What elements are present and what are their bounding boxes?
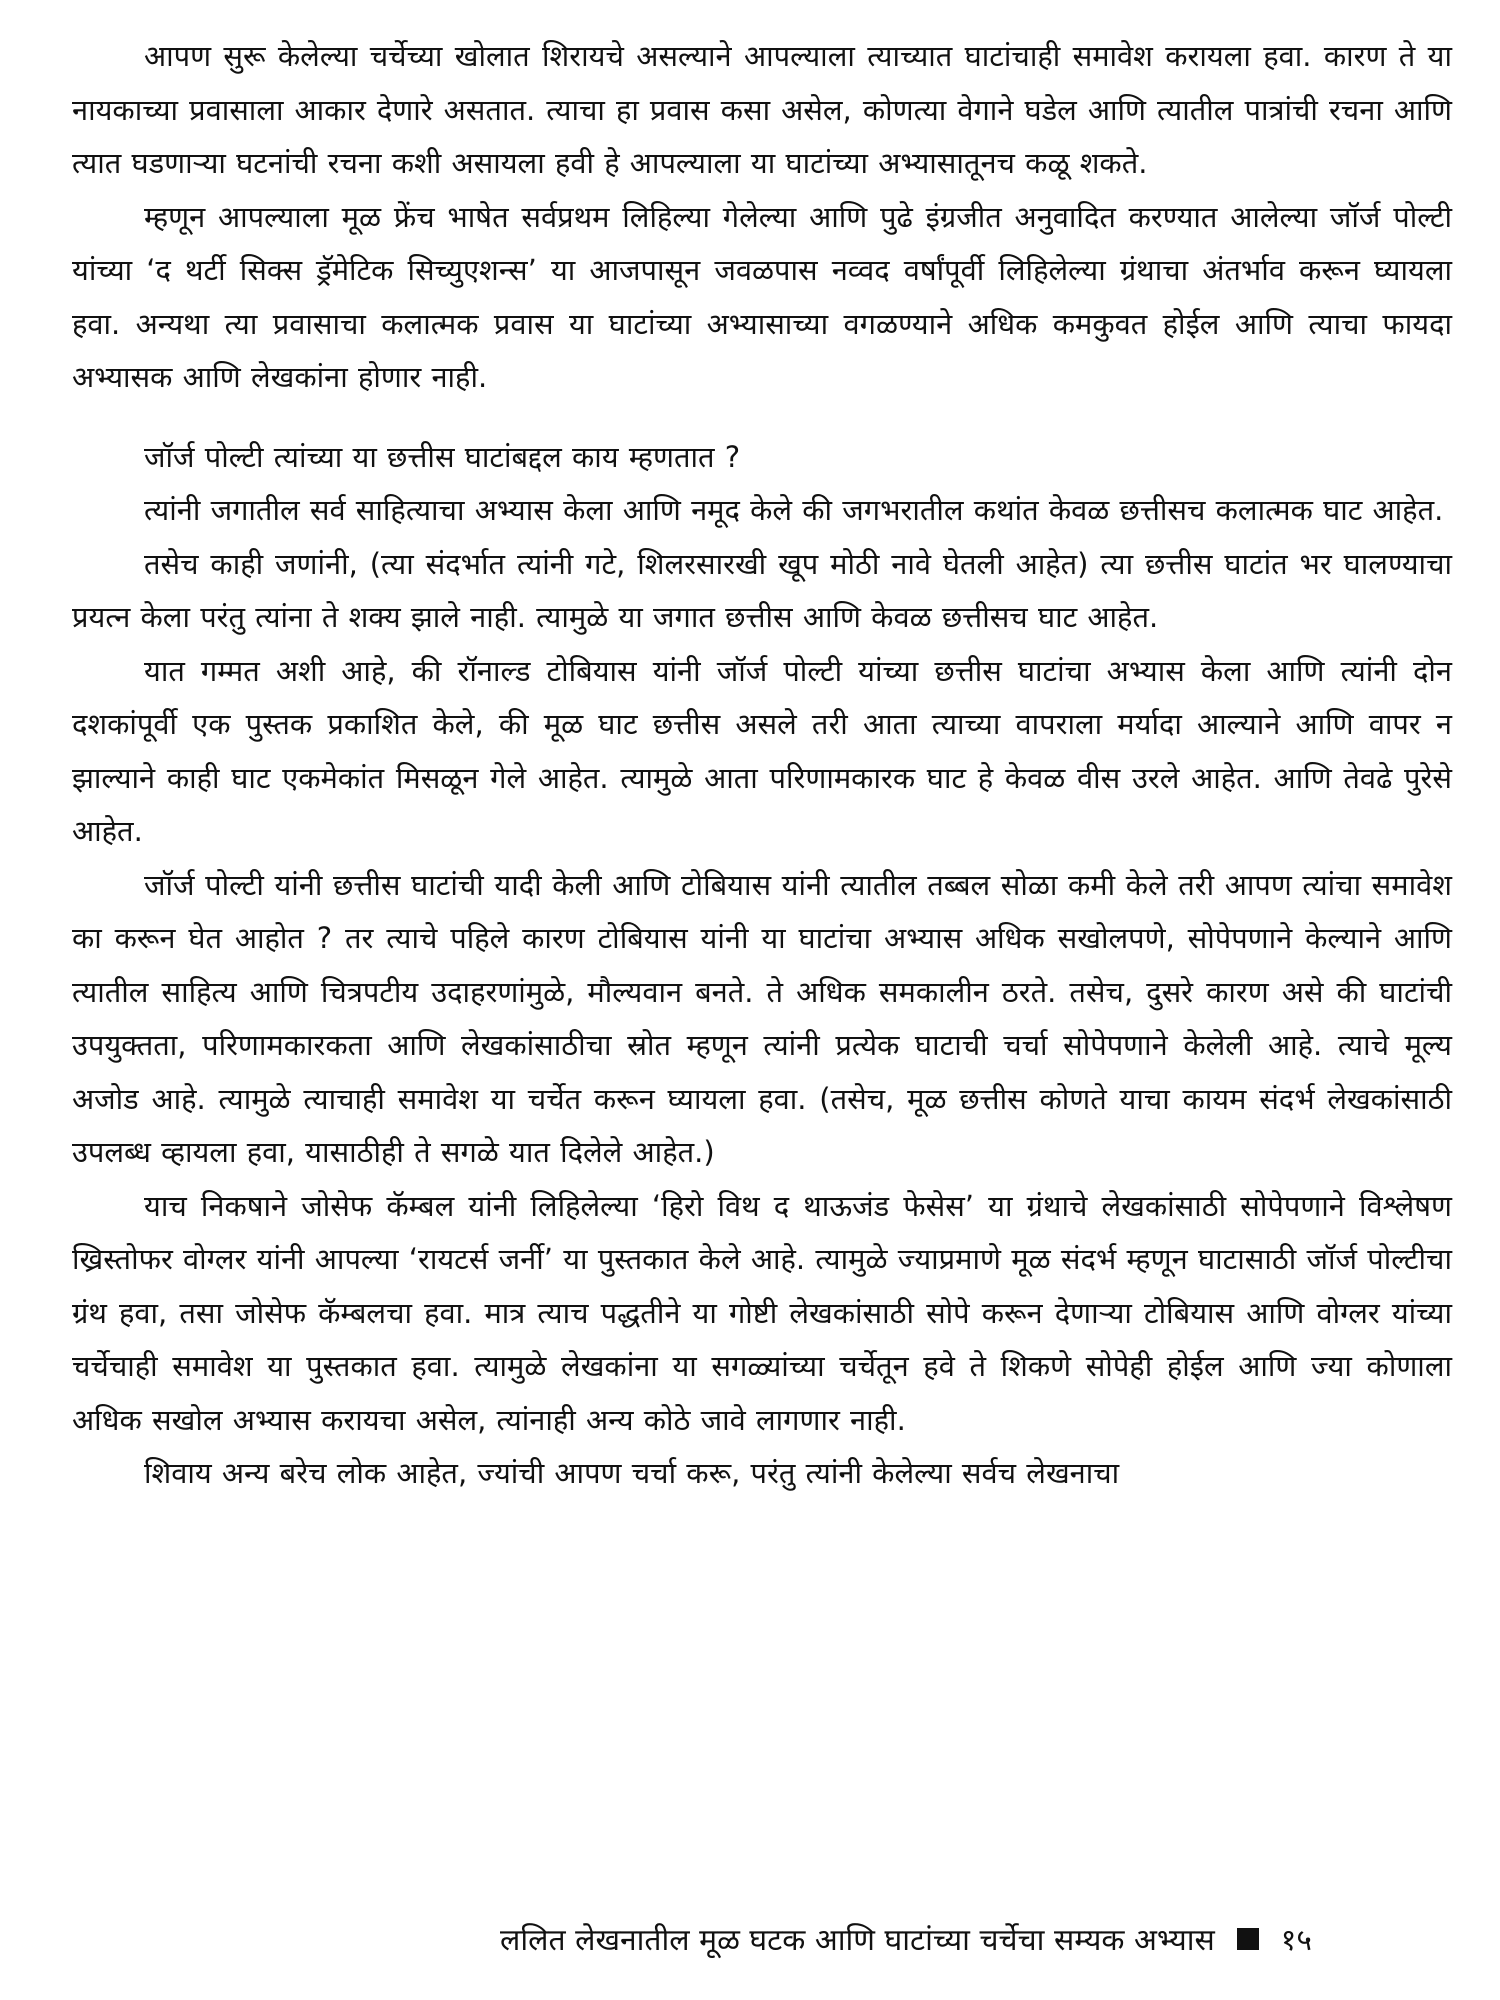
paragraph-8: याच निकषाने जोसेफ कॅम्बल यांनी लिहिलेल्या ‘हिरो विथ द थाऊजंड फेसेस’ या ग्रंथाचे लेखकांसाठी सोपेपणाने विश्लेषण ख्रिस्तोफर वोग्लर यांनी आपल्या ‘रायटर्स जर्नी’ या पुस्तकात केले आहे. त्यामुळे ज्याप्रमाणे मूळ संदर्भ म्हणून घाटासाठी जॉर्ज पोल्टीचा ग्रंथ हवा, तसा जोसेफ कॅम्बलचा हवा. मात्र त्याच पद्धतीने या गोष्टी लेखकांसाठी सोपे करून देणाऱ्या टोबियास आणि वोग्लर यांच्या चर्चेचाही समावेश या पुस्तकात हवा. त्यामुळे लेखकांना या सगळ्यांच्या चर्चेतून हवे ते शिकणे सोपेही होईल आणि ज्या कोणाला अधिक सखोल अभ्यास करायचा असेल, त्यांनाही अन्य कोठे जावे लागणार नाही.	[72, 1188, 1452, 1437]
paragraph-2: म्हणून आपल्याला मूळ फ्रेंच भाषेत सर्वप्रथम लिहिल्या गेलेल्या आणि पुढे इंग्रजीत अनुवादित करण्यात आलेल्या जॉर्ज पोल्टी यांच्या ‘द थर्टी सिक्स ड्रॅमेटिक सिच्युएशन्स’ या आजपासून जवळपास नव्वद वर्षांपूर्वी लिहिलेल्या ग्रंथाचा अंतर्भाव करून घ्यायला हवा. अन्यथा त्या प्रवासाचा कलात्मक प्रवास या घाटांच्या अभ्यासाच्या वगळण्याने अधिक कमकुवत होईल आणि त्याचा फायदा अभ्यासक आणि लेखकांना होणार नाही.	[72, 199, 1452, 394]
paragraph-3: जॉर्ज पोल्टी त्यांच्या या छत्तीस घाटांबद्दल काय म्हणतात ?	[144, 439, 741, 474]
paragraph-9: शिवाय अन्य बरेच लोक आहेत, ज्यांची आपण चर्चा करू, परंतु त्यांनी केलेल्या सर्वच लेखनाचा	[144, 1456, 1120, 1490]
running-title: ललित लेखनातील मूळ घटक आणि घाटांच्या चर्चेचा सम्यक अभ्यास	[500, 1923, 1215, 1958]
footer-line	[500, 1918, 1312, 1959]
paragraph-1: आपण सुरू केलेल्या चर्चेच्या खोलात शिरायचे असल्याने आपल्याला त्याच्यात घाटांचाही समावेश करायला हवा. कारण ते या नायकाच्या प्रवासाला आकार देणारे असतात. त्याचा हा प्रवास कसा असेल, कोणत्या वेगाने घडेल आणि त्यातील पात्रांची रचना आणि त्यात घडणाऱ्या घटनांची रचना कशी असायला हवी हे आपल्याला या घाटांच्या अभ्यासातूनच कळू शकते.	[72, 39, 1452, 180]
page-footer	[0, 1918, 1500, 1968]
paragraph-6: यात गम्मत अशी आहे, की रॉनाल्ड टोबियास यांनी जॉर्ज पोल्टी यांच्या छत्तीस घाटांचा अभ्यास केला आणि त्यांनी दोन दशकांपूर्वी एक पुस्तक प्रकाशित केले, की मूळ घाट छत्तीस असले तरी आता त्याच्या वापराला मर्यादा आल्याने आणि वापर न झाल्याने काही घाट एकमेकांत मिसळून गेले आहेत. त्यामुळे आता परिणामकारक घाट हे केवळ वीस उरले आहेत. आणि तेवढे पुरेसे आहेत.	[72, 653, 1452, 848]
square-bullet-icon	[1237, 1928, 1259, 1950]
paragraph-4: त्यांनी जगातील सर्व साहित्याचा अभ्यास केला आणि नमूद केले की जगभरातील कथांत केवळ छत्तीसच कलात्मक घाट आहेत.	[144, 493, 1444, 527]
page-number: १५	[1280, 1923, 1312, 1958]
paragraph-7: जॉर्ज पोल्टी यांनी छत्तीस घाटांची यादी केली आणि टोबियास यांनी त्यातील तब्बल सोळा कमी केले तरी आपण त्यांचा समावेश का करून घेत आहोत ? तर त्याचे पहिले कारण टोबियास यांनी या घाटांचा अभ्यास अधिक सखोलपणे, सोपेपणाने केल्याने आणि त्यातील साहित्य आणि चित्रपटीय उदाहरणांमुळे, मौल्यवान बनते. ते अधिक समकालीन ठरते. तसेच, दुसरे कारण असे की घाटांची उपयुक्तता, परिणामकारकता आणि लेखकांसाठीचा स्रोत म्हणून त्यांनी प्रत्येक घाटाची चर्चा सोपेपणाने केलेली आहे. त्याचे मूल्य अजोड आहे. त्यामुळे त्याचाही समावेश या चर्चेत करून घ्यायला हवा. (तसेच, मूळ छत्तीस कोणते याचा कायम संदर्भ लेखकांसाठी उपलब्ध व्हायला हवा, यासाठीही ते सगळे यात दिलेले आहेत.)	[72, 867, 1452, 1169]
page-body	[72, 30, 1452, 1501]
paragraph-5: तसेच काही जणांनी, (त्या संदर्भात त्यांनी गटे, शिलरसारखी खूप मोठी नावे घेतली आहेत) त्या छत्तीस घाटांत भर घालण्याचा प्रयत्न केला परंतु त्यांना ते शक्य झाले नाही. त्यामुळे या जगात छत्तीस आणि केवळ छत्तीसच घाट आहेत.	[72, 546, 1452, 634]
